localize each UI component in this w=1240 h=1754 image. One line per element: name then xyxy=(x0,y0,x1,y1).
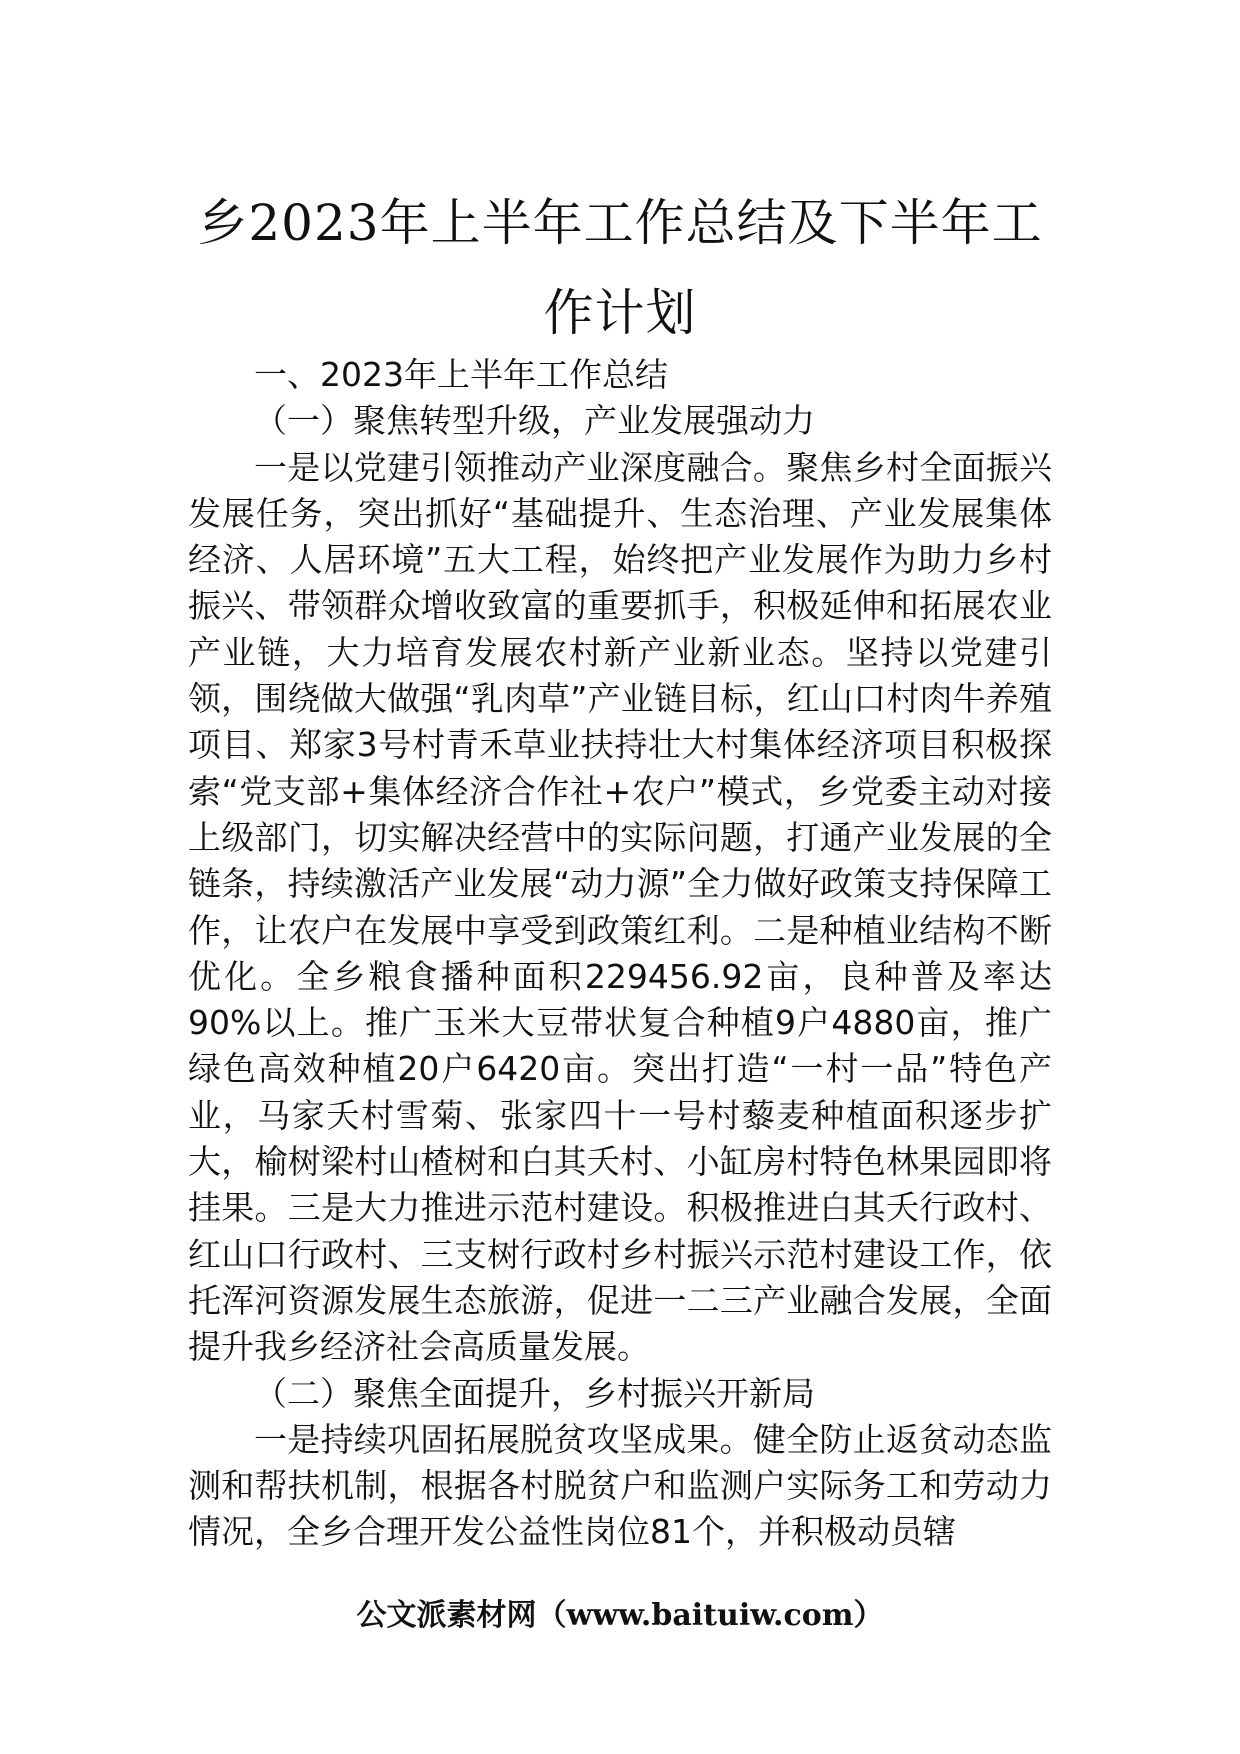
footer-watermark: 公文派素材网（www.baituiw.com） xyxy=(356,1598,884,1633)
section-heading: 一、2023年上半年工作总结 xyxy=(254,355,668,394)
document-body xyxy=(188,352,1052,1556)
subsection-heading: （一）聚焦转型升级，产业发展强动力 xyxy=(254,401,815,441)
subsection-heading: （二）聚焦全面提升，乡村振兴开新局 xyxy=(254,1373,815,1413)
document-title: 乡2023年上半年工作总结及下半年工作计划 xyxy=(197,194,1043,342)
body-paragraph: 一是以党建引领推动产业深度融合。聚焦乡村全面振兴发展任务，突出抓好“基础提升、生态治理、产业发展集体经济、人居环境”五大工程，始终把产业发展作为助力乡村振兴、带领群众增收致富的重要抓手，积极延伸和拓展农业产业链，大力培育发展农村新产业新业态。坚持以党建引领，围绕做大做强“乳肉草”产业链目标，红山口村肉牛养殖项目、郑家3号村青禾草业扶持壮大村集体经济项目积极探索“党支部+集体经济合作社+农户”模式，乡党委主动对接上级部门，切实解决经营中的实际问题，打通产业发展的全链条，持续激活产业发展“动力源”全力做好政策支持保障工作，让农户在发展中享受到政策红利。二是种植业结构不断优化。全乡粮食播种面积229456.92亩，良种普及率达90%以上。推广玉米大豆带状复合种植9户4880亩，推广绿色高效种植20户6420亩。突出打造“一村一品”特色产业，马家夭村雪菊、张家四十一号村藜麦种植面积逐步扩大，榆树梁村山楂树和白其夭村、小缸房村特色林果园即将挂果。三是大力推进示范村建设。积极推进白其夭行政村、红山口行政村、三支树行政村乡村振兴示范村建设工作，依托浑河资源发展生态旅游，促进一二三产业融合发展，全面提升我乡经济社会高质量发展。 xyxy=(188,447,1052,1367)
body-paragraph: 一是持续巩固拓展脱贫攻坚成果。健全防止返贫动态监测和帮扶机制，根据各村脱贫户和监测户实际务工和劳动力情况，全乡合理开发公益性岗位81个，并积极动员辖 xyxy=(188,1419,1052,1552)
